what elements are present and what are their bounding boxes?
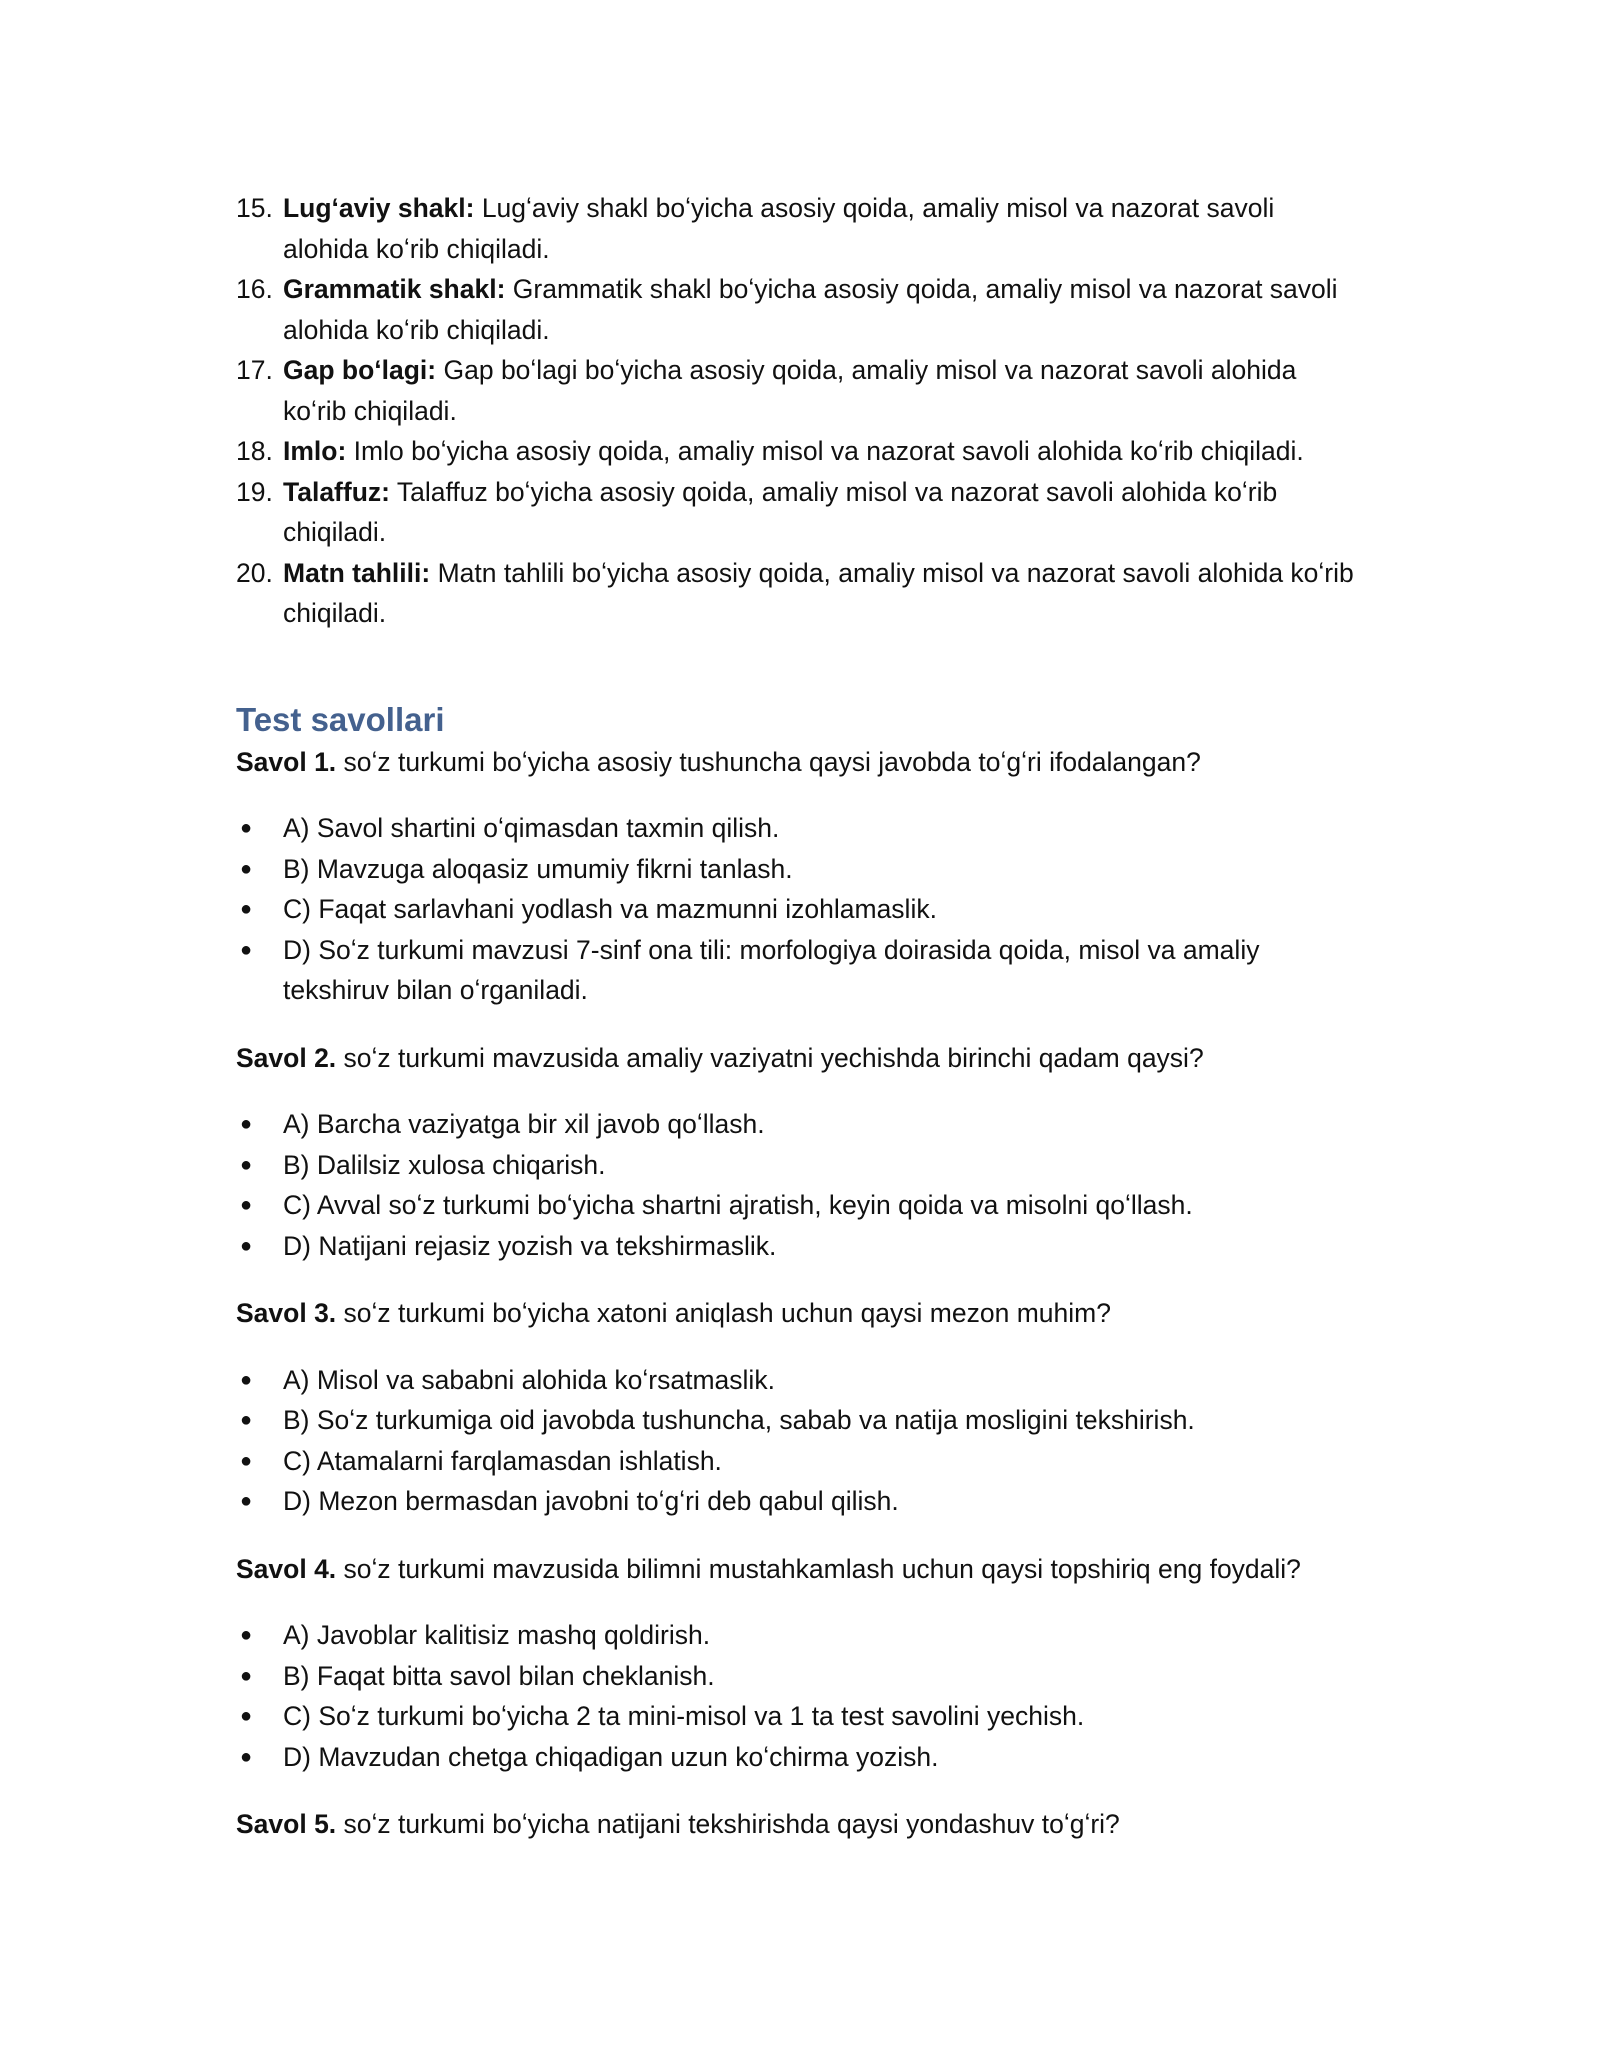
- item-label: Lugʻaviy shakl:: [283, 193, 475, 223]
- question-5: [236, 1804, 1366, 1845]
- question-2: [236, 1038, 1366, 1079]
- page-content: [236, 188, 1366, 1845]
- option-text: B) Mavzuga aloqasiz umumiy fikrni tanlash.: [283, 853, 793, 884]
- question-text: soʻz turkumi boʻyicha xatoni aniqlash uchun qaysi mezon muhim?: [336, 1298, 1111, 1328]
- item-text: Grammatik shakl boʻyicha asosiy qoida, amaliy misol va nazorat savoli alohida koʻrib chiqiladi.: [283, 274, 1338, 345]
- bullet-icon: ●: [239, 898, 253, 920]
- item-text: Gap boʻlagi boʻyicha asosiy qoida, amaliy misol va nazorat savoli alohida koʻrib chiqiladi.: [283, 355, 1297, 426]
- options-list: [236, 808, 1366, 1011]
- question-label: Savol 2.: [236, 1042, 337, 1073]
- item-label: Matn tahlili:: [283, 557, 431, 588]
- option-text: D) Mavzudan chetga chiqadigan uzun koʻchirma yozish.: [283, 1741, 939, 1772]
- options-list: [236, 1360, 1366, 1522]
- question-text: soʻz turkumi boʻyicha asosiy tushuncha qaysi javobda toʻgʻri ifodalangan?: [336, 746, 1201, 777]
- option-text: B) Faqat bitta savol bilan cheklanish.: [283, 1660, 715, 1691]
- list-item: [236, 188, 1366, 269]
- question-text: soʻz turkumi boʻyicha natijani tekshirishda qaysi yondashuv toʻgʻri?: [336, 1809, 1120, 1839]
- option-text: D) Natijani rejasiz yozish va tekshirmaslik.: [283, 1230, 777, 1261]
- item-text: Talaffuz boʻyicha asosiy qoida, amaliy misol va nazorat savoli alohida koʻrib chiqiladi.: [283, 476, 1278, 547]
- bullet-icon: ●: [239, 1409, 253, 1431]
- bullet-icon: ●: [239, 1624, 253, 1646]
- option-text: A) Barcha vaziyatga bir xil javob qoʻllash.: [283, 1109, 765, 1139]
- bullet-icon: ●: [239, 817, 253, 839]
- option-text: A) Misol va sababni alohida koʻrsatmaslik.: [283, 1364, 775, 1395]
- item-number: 18.: [236, 436, 273, 466]
- item-number: 17.: [236, 355, 273, 385]
- option-item: [236, 1481, 1366, 1522]
- option-item: [236, 808, 1366, 849]
- option-text: C) Avval soʻz turkumi boʻyicha shartni ajratish, keyin qoida va misolni qoʻllash.: [283, 1190, 1193, 1220]
- option-text: B) Dalilsiz xulosa chiqarish.: [283, 1149, 606, 1180]
- bullet-icon: ●: [239, 857, 253, 880]
- option-item: [236, 1145, 1366, 1186]
- item-text: Imlo boʻyicha asosiy qoida, amaliy misol va nazorat savoli alohida koʻrib chiqiladi.: [346, 436, 1304, 466]
- bullet-icon: ●: [239, 1153, 253, 1176]
- question-label: Savol 4.: [236, 1553, 337, 1584]
- bullet-icon: ●: [239, 1449, 253, 1472]
- option-text: A) Javoblar kalitisiz mashq qoldirish.: [283, 1620, 711, 1650]
- bullet-icon: ●: [239, 1664, 253, 1687]
- option-item: [236, 849, 1366, 890]
- option-item: [236, 1696, 1366, 1737]
- option-item: [236, 1656, 1366, 1697]
- bullet-icon: ●: [239, 1234, 253, 1257]
- option-item: [236, 1360, 1366, 1401]
- bullet-icon: ●: [239, 1705, 253, 1727]
- item-label: Talaffuz:: [283, 476, 390, 507]
- options-list: [236, 1104, 1366, 1266]
- options-list: [236, 1615, 1366, 1777]
- bullet-icon: ●: [239, 938, 253, 961]
- question-label: Savol 1.: [236, 746, 337, 777]
- option-text: A) Savol shartini oʻqimasdan taxmin qilish.: [283, 813, 780, 843]
- item-label: Gap boʻlagi:: [283, 355, 437, 385]
- bullet-icon: ●: [239, 1368, 253, 1391]
- option-item: [236, 1737, 1366, 1778]
- option-item: [236, 1226, 1366, 1267]
- option-item: [236, 1615, 1366, 1656]
- item-label: Imlo:: [283, 436, 347, 466]
- item-number: 19.: [236, 476, 273, 507]
- list-item: [236, 553, 1366, 634]
- question-label: Savol 3.: [236, 1298, 337, 1328]
- numbered-list: [236, 188, 1366, 634]
- question-text: soʻz turkumi mavzusida amaliy vaziyatni yechishda birinchi qadam qaysi?: [336, 1042, 1204, 1073]
- bullet-icon: ●: [239, 1113, 253, 1135]
- question-label: Savol 5.: [236, 1809, 337, 1839]
- option-text: C) Soʻz turkumi boʻyicha 2 ta mini-misol va 1 ta test savolini yechish.: [283, 1701, 1085, 1731]
- option-item: [236, 1104, 1366, 1145]
- item-label: Grammatik shakl:: [283, 274, 506, 304]
- item-number: 15.: [236, 193, 273, 223]
- option-text: D) Soʻz turkumi mavzusi 7-sinf ona tili: morfologiya doirasida qoida, misol va amaliy tekshiruv bilan oʻrganiladi.: [283, 934, 1260, 1005]
- question-3: [236, 1293, 1366, 1334]
- item-text: Lugʻaviy shakl boʻyicha asosiy qoida, amaliy misol va nazorat savoli alohida koʻrib chiqiladi.: [283, 193, 1275, 264]
- option-item: [236, 1185, 1366, 1226]
- item-number: 16.: [236, 274, 273, 304]
- question-text: soʻz turkumi mavzusida bilimni mustahkamlash uchun qaysi topshiriq eng foydali?: [336, 1553, 1301, 1584]
- bullet-icon: ●: [239, 1194, 253, 1216]
- option-text: D) Mezon bermasdan javobni toʻgʻri deb qabul qilish.: [283, 1486, 899, 1516]
- bullet-icon: ●: [239, 1745, 253, 1768]
- section-heading: Test savollari: [236, 700, 445, 738]
- list-item: [236, 472, 1366, 553]
- option-item: [236, 889, 1366, 930]
- question-4: [236, 1549, 1366, 1590]
- bullet-icon: ●: [239, 1490, 253, 1512]
- list-item: [236, 431, 1366, 472]
- option-item: [236, 930, 1366, 1011]
- option-text: B) Soʻz turkumiga oid javobda tushuncha, sabab va natija mosligini tekshirish.: [283, 1405, 1195, 1435]
- question-1: [236, 742, 1366, 783]
- option-item: [236, 1400, 1366, 1441]
- option-text: C) Atamalarni farqlamasdan ishlatish.: [283, 1445, 722, 1476]
- option-item: [236, 1441, 1366, 1482]
- item-text: Matn tahlili boʻyicha asosiy qoida, amaliy misol va nazorat savoli alohida koʻrib chiqiladi.: [283, 557, 1354, 628]
- option-text: C) Faqat sarlavhani yodlash va mazmunni izohlamaslik.: [283, 894, 937, 924]
- item-number: 20.: [236, 557, 273, 588]
- list-item: [236, 350, 1366, 431]
- list-item: [236, 269, 1366, 350]
